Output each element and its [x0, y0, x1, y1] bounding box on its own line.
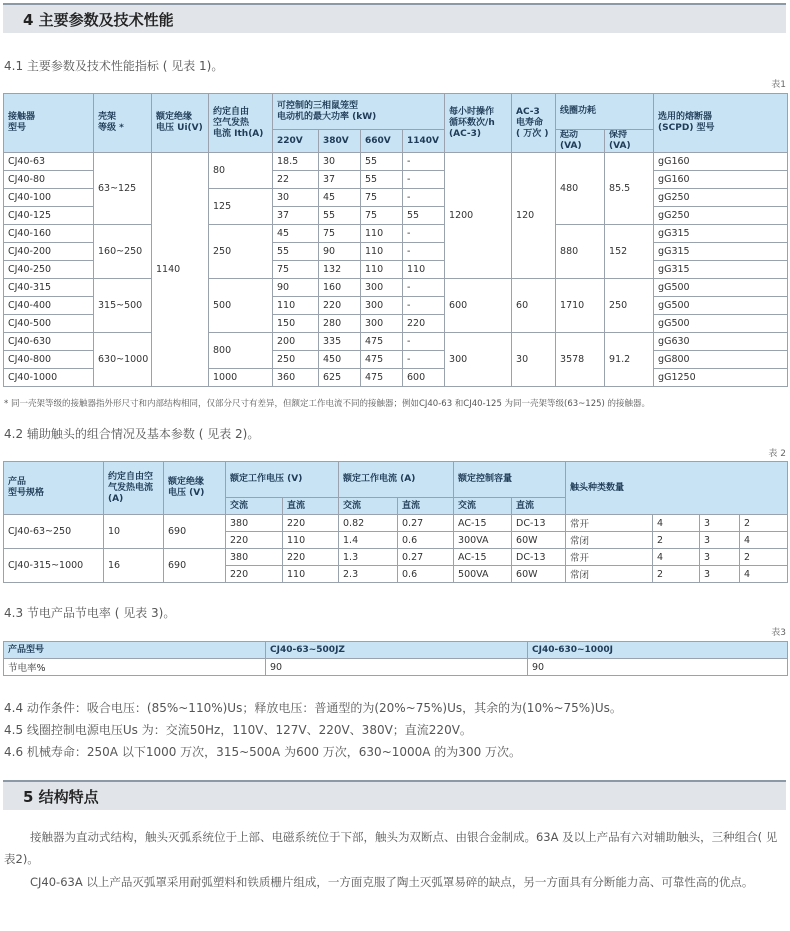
cell-cap-dc: 60W	[512, 532, 566, 549]
cell-count-c: 4	[740, 566, 788, 583]
cell-ui: 1140	[152, 153, 209, 387]
cell-220v: 90	[273, 279, 319, 297]
cell-380v: 45	[319, 189, 361, 207]
cell-model: CJ40-63	[4, 153, 94, 171]
cell-380v: 160	[319, 279, 361, 297]
table-2-row	[4, 549, 788, 566]
cell-fuse: gG800	[654, 351, 788, 369]
cell-start-va: 480	[556, 153, 605, 225]
cell-fuse: gG315	[654, 243, 788, 261]
cell-fuse: gG500	[654, 297, 788, 315]
table-3-label: 表3	[771, 628, 786, 638]
t3-th-j: CJ40-630~1000J	[528, 642, 788, 659]
cell-count-c: 4	[740, 532, 788, 549]
cell-220v: 45	[273, 225, 319, 243]
cell-660v: 110	[361, 225, 403, 243]
cell-ith: 1000	[209, 369, 273, 387]
cell-1140v: 110	[403, 261, 445, 279]
t2-th-ie-dc: 直流	[398, 498, 454, 515]
cell-1140v: -	[403, 225, 445, 243]
cell-fuse: gG250	[654, 189, 788, 207]
cell-ue-dc: 220	[283, 549, 339, 566]
th-hold: 保持 (VA)	[605, 130, 654, 153]
cell-660v: 110	[361, 261, 403, 279]
cell-1140v: -	[403, 153, 445, 171]
table-1-row	[4, 279, 788, 297]
cell-ue-ac: 220	[226, 566, 283, 583]
cell-count-b: 3	[700, 532, 740, 549]
cell-660v: 475	[361, 333, 403, 351]
cell-ie-ac: 0.82	[339, 515, 398, 532]
t2-th-cap-ac: 交流	[454, 498, 512, 515]
cell-ith: 250	[209, 225, 273, 279]
cell-hold-va: 152	[605, 225, 654, 279]
cell-product: CJ40-63~250	[4, 515, 104, 549]
th-start: 起动 (VA)	[556, 130, 605, 153]
cell-count-a: 4	[653, 515, 700, 532]
cell-cycles: 300	[445, 333, 512, 387]
cell-cap-ac: AC-15	[454, 549, 512, 566]
t2-th-types: 触头种类数量	[566, 462, 788, 515]
cell-220v: 37	[273, 207, 319, 225]
cell-contact-type: 常闭	[566, 532, 653, 549]
t3-th-model: 产品型号	[4, 642, 266, 659]
t3-th-jz: CJ40-63~500JZ	[266, 642, 528, 659]
cell-ui: 690	[164, 515, 226, 549]
t3-cell-j: 90	[528, 659, 788, 676]
cell-frame: 160~250	[94, 225, 152, 279]
cell-ith: 800	[209, 333, 273, 369]
cell-380v: 55	[319, 207, 361, 225]
cell-frame: 630~1000	[94, 333, 152, 387]
cell-ue-ac: 220	[226, 532, 283, 549]
line-4-4: 4.4 动作条件：吸合电压：(85%~110%)Us；释放电压：普通型的为(20%~75%)Us，其余的为(10%~75%)Us。	[4, 701, 622, 715]
table-3	[3, 641, 788, 676]
cell-frame: 315~500	[94, 279, 152, 333]
t3-cell-label: 节电率%	[4, 659, 266, 676]
table-1	[3, 93, 788, 387]
section-4-header	[3, 3, 786, 33]
cell-1140v: -	[403, 171, 445, 189]
cell-fuse: gG630	[654, 333, 788, 351]
cell-660v: 55	[361, 171, 403, 189]
table-2	[3, 461, 788, 583]
cell-ac3: 30	[512, 333, 556, 387]
cell-fuse: gG315	[654, 225, 788, 243]
cell-ie-dc: 0.6	[398, 532, 454, 549]
t2-th-ie: 额定工作电流 (A)	[339, 462, 454, 498]
cell-count-a: 2	[653, 532, 700, 549]
cell-1140v: -	[403, 189, 445, 207]
cell-model: CJ40-160	[4, 225, 94, 243]
section-5-title: 5 结构特点	[23, 787, 99, 806]
th-1140v: 1140V	[403, 130, 445, 153]
th-ith: 约定自由 空气发热 电流 Ith(A)	[209, 94, 273, 153]
cell-hold-va: 250	[605, 279, 654, 333]
t2-th-ui: 额定绝缘 电压 (V)	[164, 462, 226, 515]
cell-1140v: -	[403, 333, 445, 351]
th-ui: 额定绝缘 电压 Ui(V)	[152, 94, 209, 153]
cell-model: CJ40-100	[4, 189, 94, 207]
cell-380v: 132	[319, 261, 361, 279]
cell-ith: 125	[209, 189, 273, 225]
cell-ui: 690	[164, 549, 226, 583]
cell-count-c: 2	[740, 549, 788, 566]
subsection-4-3: 4.3 节电产品节电率 ( 见表 3)。	[4, 606, 176, 620]
table-1-row	[4, 225, 788, 243]
cell-ue-dc: 110	[283, 566, 339, 583]
cell-cap-ac: 300VA	[454, 532, 512, 549]
t2-th-ue-ac: 交流	[226, 498, 283, 515]
cell-ie-dc: 0.6	[398, 566, 454, 583]
subsection-4-2: 4.2 辅助触头的组合情况及基本参数 ( 见表 2)。	[4, 427, 260, 441]
t2-th-product: 产品 型号规格	[4, 462, 104, 515]
cell-ac3: 60	[512, 279, 556, 333]
cell-220v: 360	[273, 369, 319, 387]
cell-380v: 450	[319, 351, 361, 369]
cell-count-b: 3	[700, 566, 740, 583]
cell-fuse: gG315	[654, 261, 788, 279]
cell-cycles: 1200	[445, 153, 512, 279]
cell-220v: 22	[273, 171, 319, 189]
cell-model: CJ40-125	[4, 207, 94, 225]
cell-660v: 475	[361, 369, 403, 387]
cell-count-a: 2	[653, 566, 700, 583]
cell-660v: 475	[361, 351, 403, 369]
cell-ac3: 120	[512, 153, 556, 279]
cell-ue-ac: 380	[226, 515, 283, 532]
table-2-row	[4, 515, 788, 532]
th-ac3: AC-3 电寿命 ( 万次 )	[512, 94, 556, 153]
cell-cap-ac: 500VA	[454, 566, 512, 583]
cell-660v: 300	[361, 297, 403, 315]
cell-cap-dc: 60W	[512, 566, 566, 583]
table-1-footnote: * 同一壳架等级的接触器指外形尺寸和内部结构相同，仅部分尺寸有差异，但额定工作电流不同的接触器；例如CJ40-63 和CJ40-125 为同一壳架等级(63~125) 的接触器。	[4, 399, 651, 409]
cell-ith: 500	[209, 279, 273, 333]
line-4-5: 4.5 线圈控制电源电压Us 为：交流50Hz，110V、127V、220V、380V；直流220V。	[4, 723, 472, 737]
cell-ie-dc: 0.27	[398, 515, 454, 532]
cell-count-b: 3	[700, 549, 740, 566]
cell-model: CJ40-800	[4, 351, 94, 369]
cell-380v: 75	[319, 225, 361, 243]
cell-model: CJ40-200	[4, 243, 94, 261]
cell-380v: 220	[319, 297, 361, 315]
cell-fuse: gG160	[654, 171, 788, 189]
cell-660v: 75	[361, 189, 403, 207]
cell-380v: 335	[319, 333, 361, 351]
cell-660v: 55	[361, 153, 403, 171]
cell-1140v: -	[403, 351, 445, 369]
cell-contact-type: 常开	[566, 549, 653, 566]
cell-1140v: 55	[403, 207, 445, 225]
table-1-row	[4, 333, 788, 351]
cell-fuse: gG1250	[654, 369, 788, 387]
cell-ie-ac: 2.3	[339, 566, 398, 583]
cell-cycles: 600	[445, 279, 512, 333]
t2-th-cap-dc: 直流	[512, 498, 566, 515]
th-220v: 220V	[273, 130, 319, 153]
cell-380v: 30	[319, 153, 361, 171]
cell-220v: 150	[273, 315, 319, 333]
cell-contact-type: 常闭	[566, 566, 653, 583]
cell-1140v: 600	[403, 369, 445, 387]
cell-ie-ac: 1.3	[339, 549, 398, 566]
cell-cap-ac: AC-15	[454, 515, 512, 532]
paragraph-1: 接触器为直动式结构，触头灭弧系统位于上部、电磁系统位于下部，触头为双断点、由银合金制成。63A 及以上产品有六对辅助触头，三种组合( 见表2)。	[4, 830, 778, 866]
cell-660v: 110	[361, 243, 403, 261]
cell-ue-dc: 110	[283, 532, 339, 549]
cell-1140v: -	[403, 279, 445, 297]
cell-fuse: gG250	[654, 207, 788, 225]
cell-ue-dc: 220	[283, 515, 339, 532]
table-1-row	[4, 153, 788, 171]
section-5-header	[3, 780, 786, 810]
cell-380v: 37	[319, 171, 361, 189]
cell-ith: 16	[104, 549, 164, 583]
cell-ith: 80	[209, 153, 273, 189]
cell-start-va: 3578	[556, 333, 605, 387]
cell-1140v: -	[403, 243, 445, 261]
th-model: 接触器 型号	[4, 94, 94, 153]
cell-model: CJ40-630	[4, 333, 94, 351]
cell-start-va: 880	[556, 225, 605, 279]
cell-ie-ac: 1.4	[339, 532, 398, 549]
cell-cap-dc: DC-13	[512, 549, 566, 566]
cell-660v: 300	[361, 315, 403, 333]
th-frame: 壳架 等级 *	[94, 94, 152, 153]
cell-contact-type: 常开	[566, 515, 653, 532]
cell-ie-dc: 0.27	[398, 549, 454, 566]
cell-frame: 63~125	[94, 153, 152, 225]
t2-th-ith: 约定自由空 气发热电流 (A)	[104, 462, 164, 515]
paragraph-2: CJ40-63A 以上产品灭弧罩采用耐弧塑料和铁质栅片组成，一方面克服了陶土灭弧罩易碎的缺点，另一方面具有分断能力高、可靠性高的优点。	[30, 875, 754, 889]
cell-model: CJ40-500	[4, 315, 94, 333]
cell-220v: 30	[273, 189, 319, 207]
cell-fuse: gG500	[654, 279, 788, 297]
t3-cell-jz: 90	[266, 659, 528, 676]
table-2-label: 表 2	[768, 449, 786, 459]
cell-model: CJ40-315	[4, 279, 94, 297]
cell-model: CJ40-80	[4, 171, 94, 189]
cell-product: CJ40-315~1000	[4, 549, 104, 583]
cell-count-c: 2	[740, 515, 788, 532]
cell-220v: 18.5	[273, 153, 319, 171]
cell-660v: 300	[361, 279, 403, 297]
cell-cap-dc: DC-13	[512, 515, 566, 532]
t2-th-ie-ac: 交流	[339, 498, 398, 515]
cell-fuse: gG500	[654, 315, 788, 333]
cell-ith: 10	[104, 515, 164, 549]
th-cycles: 每小时操作 循环数次/h (AC-3)	[445, 94, 512, 153]
th-coil: 线圈功耗	[556, 94, 654, 130]
cell-model: CJ40-250	[4, 261, 94, 279]
cell-380v: 90	[319, 243, 361, 261]
cell-660v: 75	[361, 207, 403, 225]
t2-th-ue-dc: 直流	[283, 498, 339, 515]
cell-220v: 200	[273, 333, 319, 351]
th-fuse: 选用的熔断器 (SCPD) 型号	[654, 94, 788, 153]
cell-fuse: gG160	[654, 153, 788, 171]
line-4-6: 4.6 机械寿命：250A 以下1000 万次，315~500A 为600 万次，630~1000A 的为300 万次。	[4, 745, 522, 759]
cell-1140v: -	[403, 297, 445, 315]
th-660v: 660V	[361, 130, 403, 153]
cell-220v: 110	[273, 297, 319, 315]
cell-model: CJ40-400	[4, 297, 94, 315]
cell-220v: 250	[273, 351, 319, 369]
cell-model: CJ40-1000	[4, 369, 94, 387]
th-power: 可控制的三相鼠笼型 电动机的最大功率 (kW)	[273, 94, 445, 130]
cell-hold-va: 85.5	[605, 153, 654, 225]
cell-220v: 75	[273, 261, 319, 279]
cell-220v: 55	[273, 243, 319, 261]
cell-hold-va: 91.2	[605, 333, 654, 387]
cell-380v: 625	[319, 369, 361, 387]
t2-th-cap: 额定控制容量	[454, 462, 566, 498]
cell-count-b: 3	[700, 515, 740, 532]
section-4-title: 4 主要参数及技术性能	[23, 10, 174, 29]
th-380v: 380V	[319, 130, 361, 153]
t2-th-ue: 额定工作电压 (V)	[226, 462, 339, 498]
cell-start-va: 1710	[556, 279, 605, 333]
cell-380v: 280	[319, 315, 361, 333]
table-1-label: 表1	[771, 80, 786, 90]
cell-ue-ac: 380	[226, 549, 283, 566]
subsection-4-1: 4.1 主要参数及技术性能指标 ( 见表 1)。	[4, 59, 224, 73]
cell-1140v: 220	[403, 315, 445, 333]
cell-count-a: 4	[653, 549, 700, 566]
